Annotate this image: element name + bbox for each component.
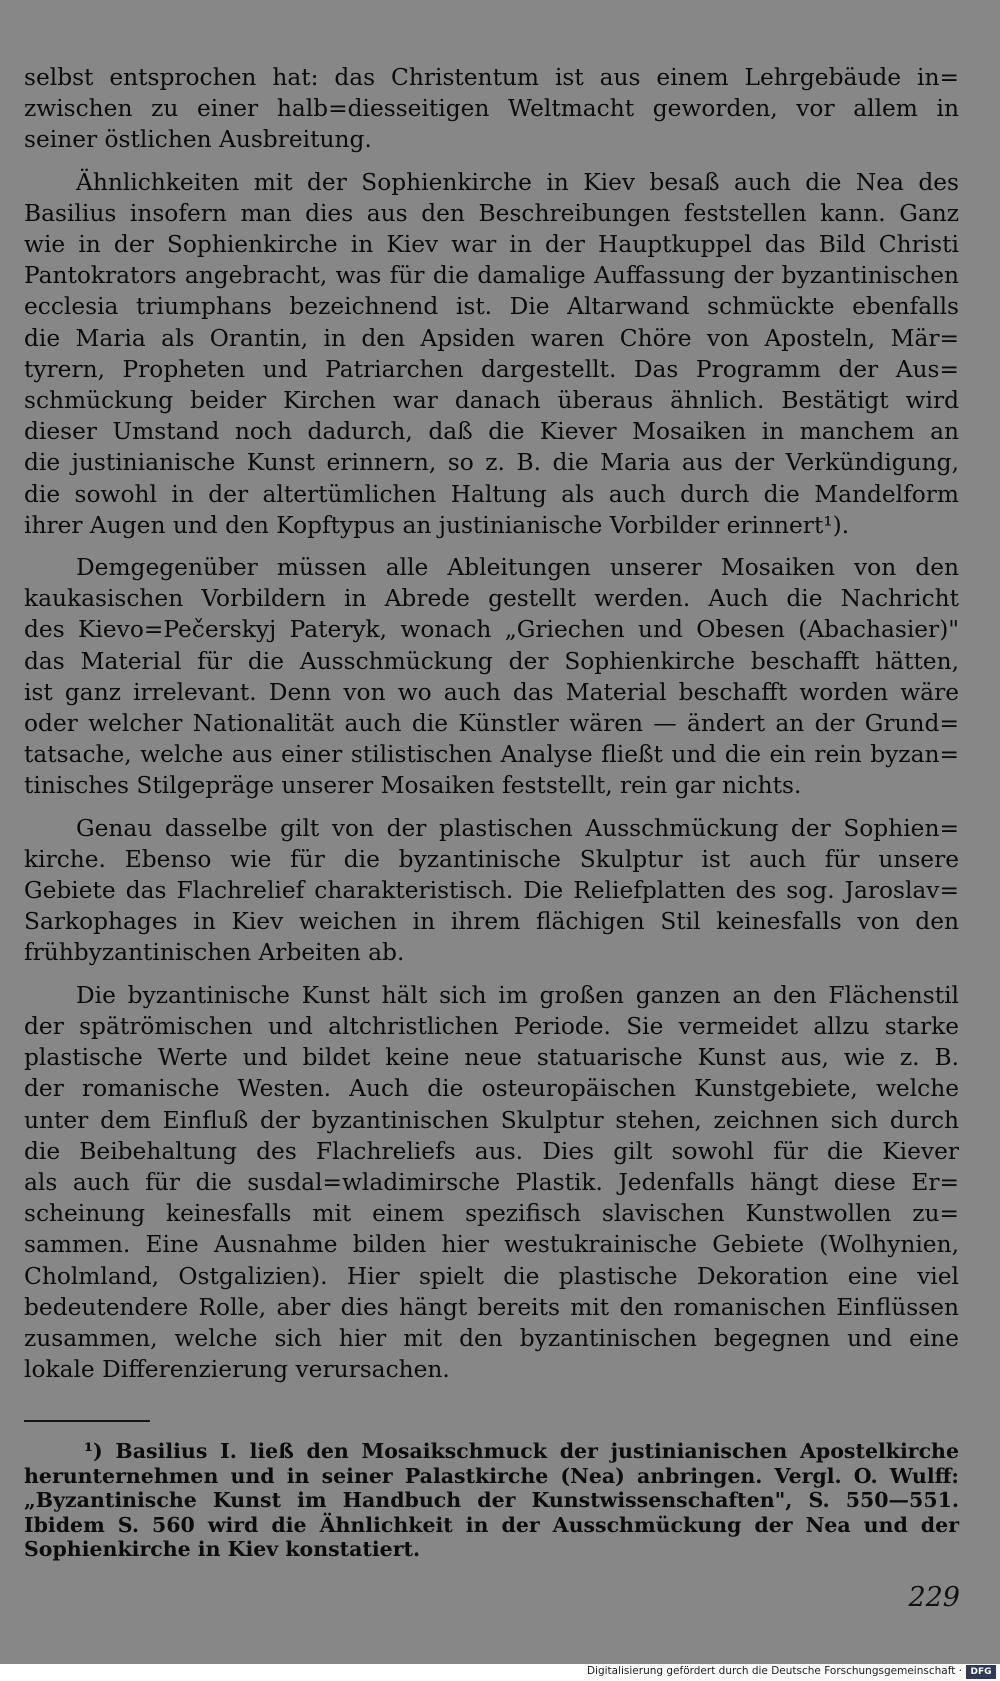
text-line: dieser Umstand noch dadurch, daß die Kiever Mosaiken in manchem an	[24, 418, 959, 446]
text-line: sammen. Eine Ausnahme bilden hier westukrainische Gebiete (Wolhynien,	[24, 1231, 959, 1259]
text-line: Die byzantinische Kunst hält sich im großen ganzen an den Flächenstil	[76, 981, 959, 1009]
footnote-line: Sophienkirche in Kiev konstatiert.	[24, 1537, 421, 1561]
text-line: die Beibehaltung des Flachreliefs aus. Dies gilt sowohl für die Kiever	[24, 1137, 959, 1165]
text-line: Genau dasselbe gilt von der plastischen Ausschmückung der Sophien=	[76, 814, 959, 842]
text-line: Sarkophages in Kiev weichen in ihrem flächigen Stil keinesfalls von den	[24, 908, 959, 936]
funding-credit: Digitalisierung gefördert durch die Deutsche Forschungsgemeinschaft ·	[586, 1665, 962, 1677]
text-line: unter dem Einfluß der byzantinischen Skulptur stehen, zeichnen sich durch	[24, 1106, 959, 1134]
text-line: wie in der Sophienkirche in Kiev war in der Hauptkuppel das Bild Christi	[24, 231, 959, 259]
text-line: frühbyzantinischen Arbeiten ab.	[24, 939, 405, 967]
text-line: die justinianische Kunst erinnern, so z. B. die Maria aus der Verkündigung,	[24, 449, 959, 477]
text-line: selbst entsprochen hat: das Christentum ist aus einem Lehrgebäude in=	[24, 64, 959, 91]
body-text	[24, 62, 959, 1396]
footnote-line: „Byzantinische Kunst im Handbuch der Kunstwissenschaften", S. 550—551.	[24, 1488, 959, 1512]
text-line: der romanische Westen. Auch die osteuropäischen Kunstgebiete, welche	[24, 1075, 959, 1103]
text-line: die Maria als Orantin, in den Apsiden waren Chöre von Aposteln, Mär=	[24, 324, 959, 352]
text-line: bedeutendere Rolle, aber dies hängt bereits mit den romanischen Einflüssen	[24, 1293, 959, 1321]
text-line: der spätrömischen und altchristlichen Periode. Sie vermeidet allzu starke	[24, 1012, 959, 1040]
text-line: kirche. Ebenso wie für die byzantinische Skulptur ist auch für unsere	[24, 845, 959, 873]
text-line: die sowohl in der altertümlichen Haltung als auch durch die Mandelform	[24, 480, 959, 508]
paragraph-5	[24, 980, 959, 1386]
text-line: Ähnlichkeiten mit der Sophienkirche in Kiev besaß auch die Nea des	[76, 168, 959, 196]
footnote-line: herunternehmen und in seiner Palastkirche (Nea) anbringen. Vergl. O. Wulff:	[24, 1463, 959, 1488]
text-line: lokale Differenzierung verursachen.	[24, 1356, 450, 1384]
footnote-line: Ibidem S. 560 wird die Ähnlichkeit in der Ausschmückung der Nea und der	[24, 1512, 959, 1537]
text-line: als auch für die susdal=wladimirsche Plastik. Jedenfalls hängt diese Er=	[24, 1168, 959, 1196]
text-line: seiner östlichen Ausbreitung.	[24, 126, 372, 154]
dfg-logo: DFG	[966, 1665, 996, 1679]
text-line: tinisches Stilgepräge unserer Mosaiken feststellt, rein gar nichts.	[24, 772, 802, 800]
text-line: Gebiete das Flachrelief charakteristisch. Die Reliefplatten des sog. Jaroslav=	[24, 877, 959, 905]
text-line: Cholmland, Ostgalizien). Hier spielt die plastische Dekoration eine viel	[24, 1262, 959, 1290]
footnote	[24, 1439, 959, 1562]
paragraph-1	[24, 62, 959, 156]
text-line: zusammen, welche sich hier mit den byzantinischen begegnen und eine	[24, 1324, 959, 1352]
text-line: das Material für die Ausschmückung der Sophienkirche beschafft hätten,	[24, 647, 959, 675]
page-number: 229	[908, 1582, 960, 1613]
footnote-line: ¹) Basilius I. ließ den Mosaikschmuck der justinianischen Apostelkirche	[84, 1439, 959, 1463]
paragraph-4	[24, 813, 959, 969]
text-line: Pantokrators angebracht, was für die damalige Auffassung der byzantinischen	[24, 262, 959, 290]
text-line: zwischen zu einer halb=diesseitigen Weltmacht geworden, vor allem in	[24, 95, 959, 123]
text-line: oder welcher Nationalität auch die Künstler wären — ändert an der Grund=	[24, 710, 959, 738]
text-line: ist ganz irrelevant. Denn von wo auch das Material beschafft worden wäre	[24, 678, 959, 706]
text-line: schmückung beider Kirchen war danach überaus ähnlich. Bestätigt wird	[24, 387, 959, 415]
text-line: scheinung keinesfalls mit einem spezifisch slavischen Kunstwollen zu=	[24, 1200, 959, 1228]
text-line: ihrer Augen und den Kopftypus an justinianische Vorbilder erinnert¹).	[24, 511, 850, 539]
text-line: plastische Werte und bildet keine neue statuarische Kunst aus, wie z. B.	[24, 1044, 959, 1072]
text-line: Demgegenüber müssen alle Ableitungen unserer Mosaiken von den	[76, 554, 959, 582]
text-line: des Kievo=Pečerskyj Pateryk, wonach „Griechen und Obesen (Abachasier)"	[24, 616, 959, 644]
paragraph-3	[24, 552, 959, 802]
text-line: Basilius insofern man dies aus den Beschreibungen feststellen kann. Ganz	[24, 199, 959, 227]
text-line: ecclesia triumphans bezeichnend ist. Die Altarwand schmückte ebenfalls	[24, 293, 959, 321]
paragraph-2	[24, 167, 959, 541]
text-line: tatsache, welche aus einer stilistischen Analyse fließt und die ein rein byzan=	[24, 741, 959, 769]
footnote-divider	[24, 1420, 150, 1422]
text-line: kaukasischen Vorbildern in Abrede gestellt werden. Auch die Nachricht	[24, 585, 959, 613]
text-line: tyrern, Propheten und Patriarchen dargestellt. Das Programm der Aus=	[24, 355, 959, 383]
